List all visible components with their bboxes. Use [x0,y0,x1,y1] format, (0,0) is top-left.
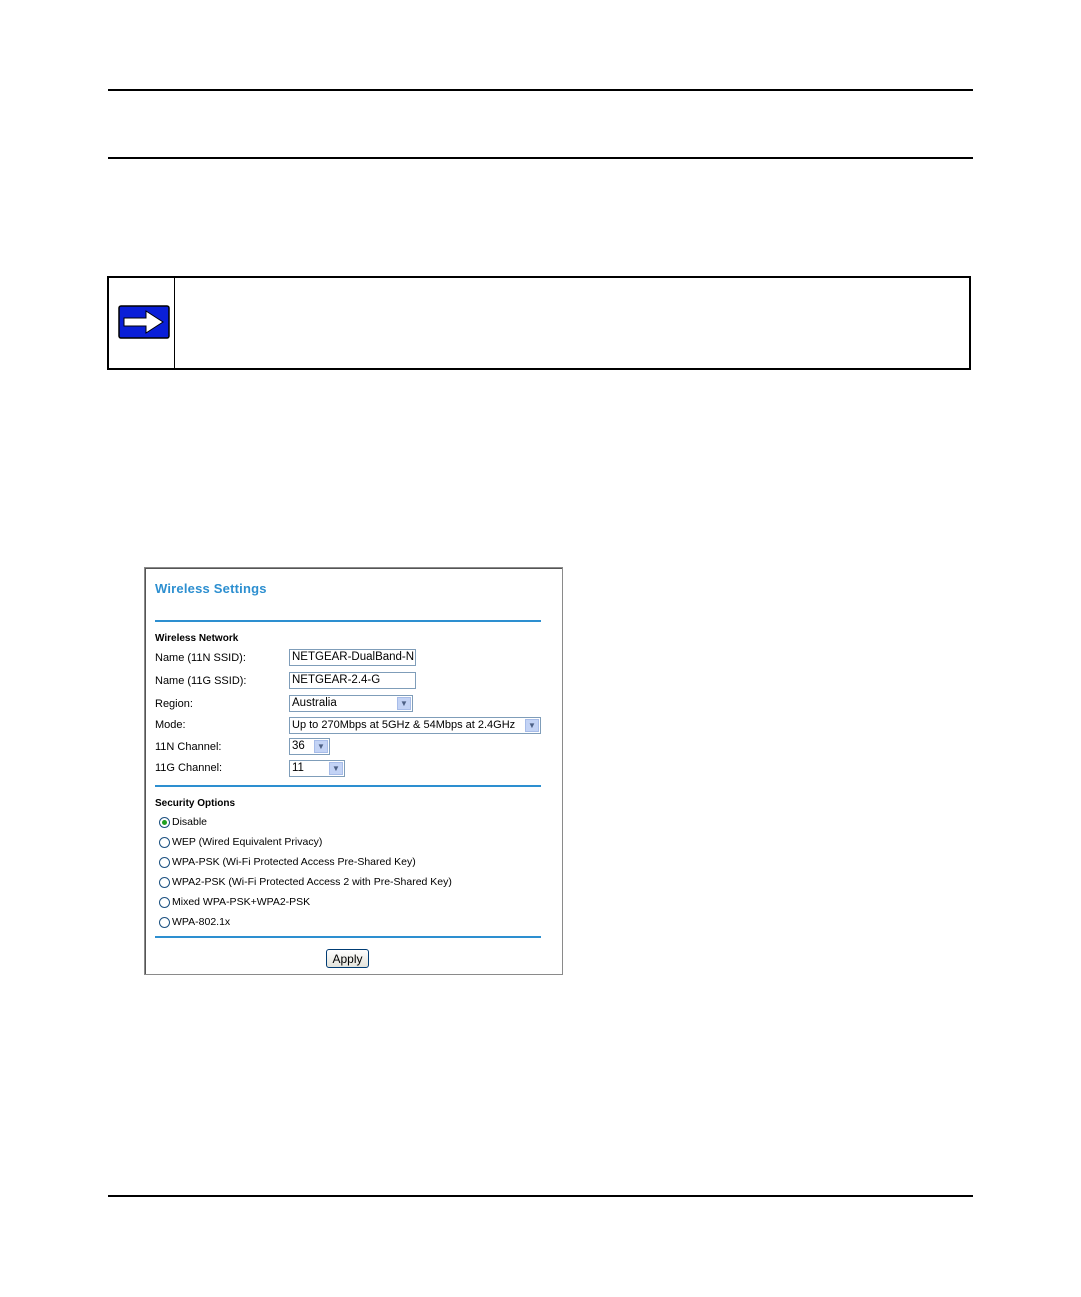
radio-button[interactable] [159,837,170,848]
channel-11g-select[interactable] [289,760,345,777]
region-label: Region: [155,698,193,710]
wireless-settings-screenshot [144,567,563,975]
right-arrow-icon [118,305,170,339]
chevron-down-icon[interactable]: ▼ [329,762,343,775]
ssid-11g-input[interactable]: NETGEAR-2.4-G [289,672,416,689]
region-value: Australia [292,697,337,709]
section-divider [155,785,541,787]
apply-button[interactable]: Apply [326,949,369,968]
ssid-11n-input[interactable]: NETGEAR-DualBand-N [289,649,416,666]
page-title: Wireless Settings [155,581,267,596]
security-option-label: WPA2-PSK (Wi-Fi Protected Access 2 with Pre-Shared Key) [172,876,452,888]
footer-rule [108,1195,973,1197]
ssid-11g-label: Name (11G SSID): [155,675,247,687]
channel-11g-label: 11G Channel: [155,762,223,774]
security-option-label: WPA-802.1x [172,916,231,928]
radio-selected-dot [162,820,167,825]
security-options-heading: Security Options [155,798,236,809]
note-box [107,276,971,370]
mode-label: Mode: [155,719,186,731]
radio-button[interactable] [159,857,170,868]
radio-button[interactable] [159,917,170,928]
header-rule-top [108,89,973,91]
channel-11n-label: 11N Channel: [155,741,222,753]
bottom-divider [155,936,541,938]
header-rule-bottom [108,157,973,159]
channel-11g-value: 11 [292,762,304,774]
region-select[interactable] [289,695,413,712]
note-icon-cell [109,278,175,368]
ssid-11n-label: Name (11N SSID): [155,652,246,664]
radio-button[interactable] [159,817,170,828]
security-option-label: WPA-PSK (Wi-Fi Protected Access Pre-Shared Key) [172,856,416,868]
wireless-network-heading: Wireless Network [155,633,239,644]
channel-11n-select[interactable] [289,738,330,755]
radio-button[interactable] [159,877,170,888]
security-option-label: Disable [172,816,208,828]
chevron-down-icon[interactable]: ▼ [397,697,411,710]
chevron-down-icon[interactable]: ▼ [525,719,539,732]
channel-11n-value: 36 [292,740,305,752]
security-option-label: WEP (Wired Equivalent Privacy) [172,836,323,848]
security-option-label: Mixed WPA-PSK+WPA2-PSK [172,896,311,908]
mode-value: Up to 270Mbps at 5GHz & 54Mbps at 2.4GHz [292,719,516,731]
title-divider [155,620,541,622]
radio-button[interactable] [159,897,170,908]
mode-select[interactable] [289,717,541,734]
chevron-down-icon[interactable]: ▼ [314,740,328,753]
